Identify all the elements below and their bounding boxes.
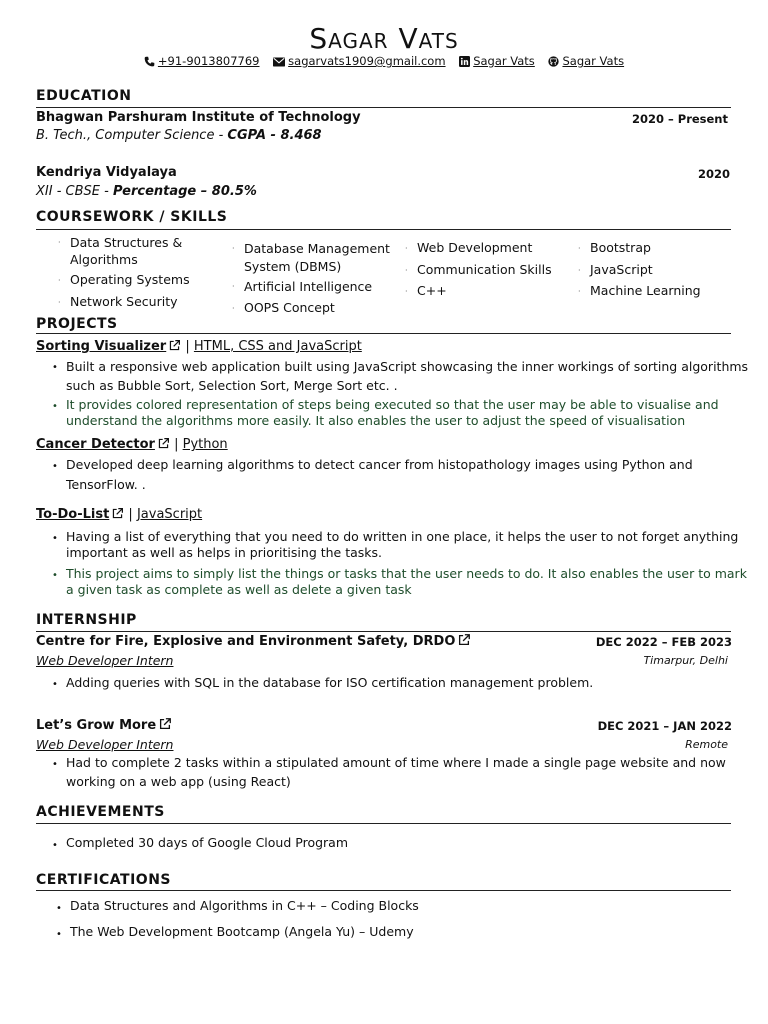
external-link-icon[interactable] [168,339,181,352]
github-icon [548,56,559,67]
resume-name: Sagar Vats [309,22,459,55]
certification-text: The Web Development Bootcamp (Angela Yu) – Udemy [70,924,414,939]
project-name-link[interactable]: Cancer Detector [36,437,155,452]
skill-dot: · [232,282,235,291]
degree-text: XII - CBSE - [36,184,113,199]
org-name: Let’s Grow More [36,718,157,733]
internship-date: DEC 2021 – JAN 2022 [597,719,732,733]
skill-item: Machine Learning [590,283,701,298]
separator: | [128,507,133,522]
skill-item: OOPS Concept [244,300,335,315]
bullet-dot: • [52,840,58,851]
skill-dot: · [578,266,581,275]
external-link-icon[interactable] [457,633,471,647]
achievement-text: Completed 30 days of Google Cloud Program [66,835,349,850]
education-rule [36,107,731,108]
skill-dot: · [58,276,61,285]
internship-location: Timarpur, Delhi [643,654,728,667]
project-title-row [36,339,362,354]
linkedin-icon [459,56,470,67]
degree-text: B. Tech., Computer Science - [36,128,228,143]
project-bullet-text: Developed deep learning algorithms to detect cancer from histopathology images using Python and [66,457,693,472]
project-tech: JavaScript [136,507,203,522]
achievements-rule [36,823,731,824]
email-link[interactable]: sagarvats1909@gmail.com [288,54,446,68]
project-title-row [36,507,202,522]
internship-role: Web Developer Intern [36,737,174,752]
skill-dot: · [405,266,408,275]
skill-dot: · [232,304,235,313]
bullet-dot: • [52,461,58,472]
skills-heading: COURSEWORK / SKILLS [36,209,228,225]
bullet-dot: • [56,903,62,914]
internship-bullet-text: Had to complete 2 tasks within a stipulated amount of time where I made a single page website and now [66,755,726,770]
bullet-dot: • [52,362,58,373]
linkedin-contact[interactable] [459,54,538,68]
project-bullet-text: This project aims to simply list the things or tasks that the user needs to do. It also enables the user to mark [66,566,747,581]
certifications-rule [36,890,731,891]
phone-icon [144,56,155,67]
education-degree-1 [36,128,322,143]
project-bullet-text: It provides colored representation of steps being executed so that the user may be able to visualise and [66,397,719,412]
bullet-dot: • [52,533,58,544]
skill-item: Database Management System (DBMS) [244,241,390,274]
github-link[interactable]: Sagar Vats [562,54,625,68]
project-bullet-text: TensorFlow. . [66,477,146,492]
project-title-row [36,437,228,452]
certifications-heading: CERTIFICATIONS [36,872,172,888]
skill-dot: · [58,298,61,307]
internship-date: DEC 2022 – FEB 2023 [595,635,732,649]
skill-item: Data Structures & Algorithms [70,235,183,267]
projects-heading: PROJECTS [36,316,118,332]
degree-score: CGPA - 8.468 [227,128,322,143]
skill-item: Web Development [417,240,533,255]
internship-heading: INTERNSHIP [36,612,137,628]
projects-rule [36,333,731,334]
linkedin-link[interactable]: Sagar Vats [473,54,535,68]
skill-dot: · [578,244,581,253]
education-school-2: Kendriya Vidyalaya [36,165,177,180]
skill-item: C++ [417,283,447,298]
project-bullet-text: Built a responsive web application built using JavaScript showcasing the inner workings of sorting algorithms [66,359,749,374]
project-bullet-text: Having a list of everything that you need to do written in one place, it helps the user to not forget anything [66,529,739,544]
education-date-2: 2020 [697,167,730,181]
skill-item: Communication Skills [417,262,552,277]
internship-org [36,633,471,649]
contact-row [0,54,768,68]
skill-item: Artificial Intelligence [244,279,373,294]
project-tech: Python [182,437,228,452]
internship-org [36,717,172,733]
bullet-dot: • [52,679,58,690]
project-bullet-text: understand the algorithms more easily. It also enables the user to adjust the speed of visualisation [66,413,686,428]
skill-dot: · [578,287,581,296]
internship-role: Web Developer Intern [36,653,174,668]
bullet-dot: • [52,570,58,581]
internship-bullet-text: working on a web app (using React) [66,774,291,789]
internship-rule [36,631,731,632]
achievements-heading: ACHIEVEMENTS [36,804,165,820]
certification-text: Data Structures and Algorithms in C++ – Coding Blocks [70,898,419,913]
internship-location: Remote [685,738,728,751]
education-degree-2 [36,184,257,199]
project-name-link[interactable]: To-Do-List [36,507,110,522]
phone-link[interactable]: +91-9013807769 [157,54,260,68]
skill-dot: · [232,244,235,253]
education-heading: EDUCATION [36,88,132,104]
skills-rule [36,229,731,230]
skill-dot: · [58,238,61,247]
org-name: Centre for Fire, Explosive and Environment Safety, DRDO [36,634,456,649]
skill-item: JavaScript [590,262,653,277]
external-link-icon[interactable] [111,507,124,520]
education-date-1: 2020 – Present [632,112,728,126]
project-name-link[interactable]: Sorting Visualizer [36,339,167,354]
bullet-dot: • [56,929,62,940]
bullet-dot: • [52,401,58,412]
separator: | [174,437,179,452]
separator: | [185,339,190,354]
project-bullet-text: a given task as complete as well as delete a given task [66,582,412,597]
email-contact[interactable] [273,54,449,68]
skill-dot: · [405,287,408,296]
project-bullet-text: such as Bubble Sort, Selection Sort, Merge Sort etc. . [66,378,398,393]
skill-dot: · [405,244,408,253]
education-school-1: Bhagwan Parshuram Institute of Technology [36,110,361,125]
skill-item: Operating Systems [70,272,190,287]
skill-item: Network Security [70,294,178,309]
bullet-dot: • [52,759,58,770]
github-contact[interactable] [548,54,624,68]
phone-contact[interactable] [144,54,263,68]
project-tech: HTML, CSS and JavaScript [193,339,362,354]
external-link-icon[interactable] [157,437,170,450]
skill-item: Bootstrap [590,240,651,255]
external-link-icon[interactable] [158,717,172,731]
degree-score: Percentage – 80.5% [112,184,257,199]
email-icon [273,57,285,67]
project-bullet-text: important as well as helps in prioritising the tasks. [66,545,383,560]
internship-bullet-text: Adding queries with SQL in the database for ISO certification management problem. [66,675,594,690]
